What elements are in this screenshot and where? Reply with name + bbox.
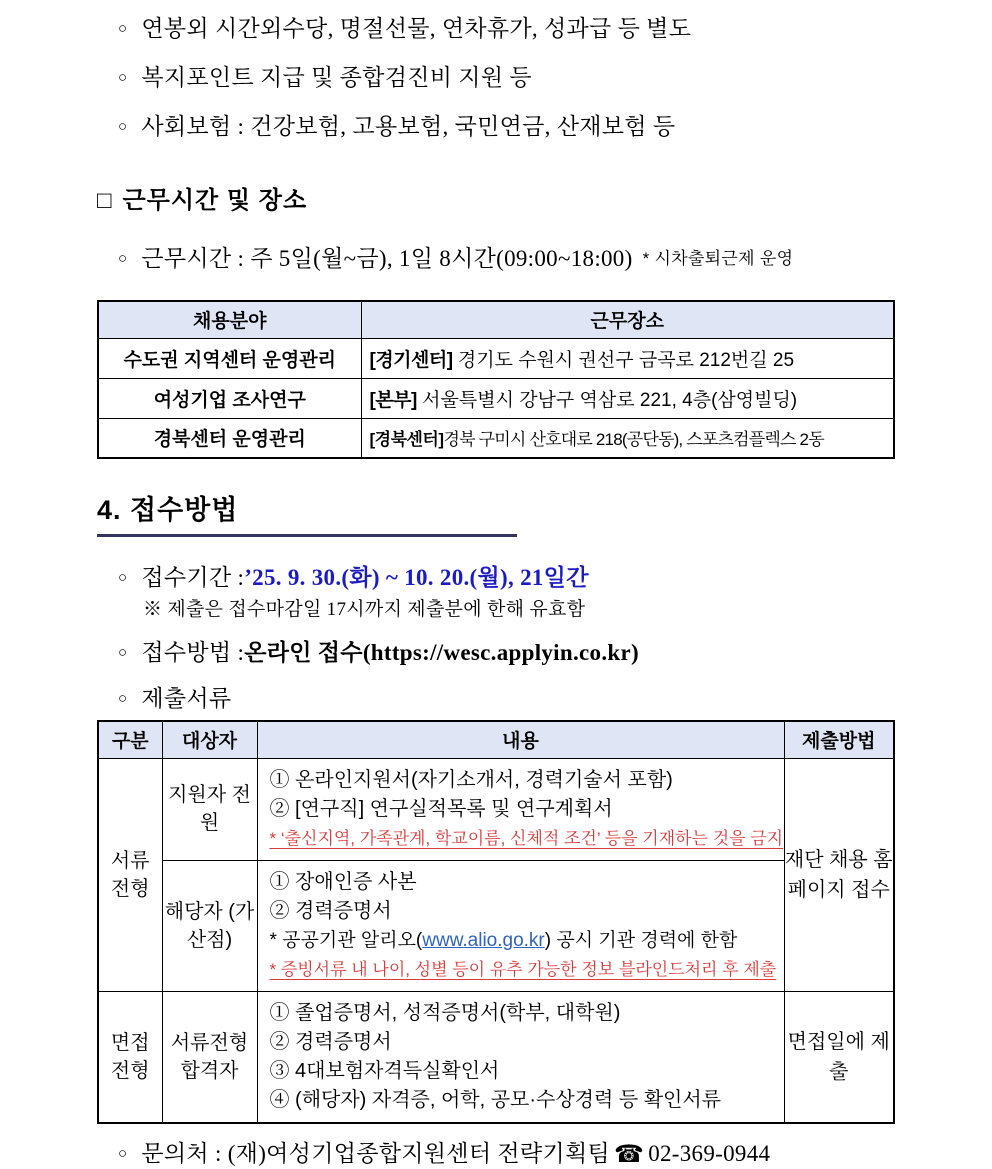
recruit-field-cell: 경북센터 운영관리 — [98, 418, 361, 458]
doc-item: ③ 4대보험자격득실확인서 — [269, 1059, 500, 1082]
table-row — [98, 991, 894, 1123]
target-cell: 서류전형 합격자 — [162, 991, 257, 1123]
workplace-cell — [361, 418, 894, 458]
doc-item: ② 경력증명서 — [269, 899, 392, 922]
phone-icon: ☎ — [613, 1139, 645, 1168]
workplace-cell — [361, 338, 894, 378]
benefit-bullet — [97, 14, 893, 44]
table-row — [98, 378, 894, 418]
apply-period-label: 접수기간 : — [141, 565, 245, 590]
bullet-icon: ○ — [118, 251, 128, 267]
work-section-heading — [97, 186, 893, 216]
table-row — [98, 338, 894, 378]
contact-label: 문의처 : (재)여성기업종합지원센터 전략기획팀 — [141, 1140, 610, 1166]
flex-time-note: * 시차출퇴근제 운영 — [642, 249, 794, 268]
table-row — [98, 860, 894, 991]
alio-note-post: ) 공시 기관 경력에 한함 — [544, 929, 738, 951]
bullet-icon: ○ — [118, 119, 128, 135]
contact-line — [97, 1139, 893, 1169]
alio-note-pre: * 공공기관 알리오( — [269, 929, 423, 951]
doc-item: ① 졸업증명서, 성적증명서(학부, 대학원) — [269, 1001, 621, 1024]
phone-number: 02-369-0944 — [648, 1140, 771, 1166]
work-hours-line — [97, 244, 893, 274]
submit-method-cell: 면접일에 제출 — [784, 991, 894, 1123]
period-reference-note: ※ 제출은 접수마감일 17시까지 제출분에 한해 유효함 — [143, 599, 586, 620]
center-tag: [본부] — [369, 389, 417, 411]
docs-table — [97, 720, 895, 1124]
benefit-bullet — [97, 63, 893, 93]
target-cell: 해당자 (가산점) — [162, 860, 257, 991]
submit-docs-line — [97, 684, 893, 714]
location-table — [97, 300, 895, 459]
docs-header-category: 구분 — [98, 721, 162, 758]
apply-method-value: 온라인 접수(https://wesc.applyin.co.kr) — [244, 640, 639, 665]
address-text: 서울특별시 강남구 역삼로 221, 4층(삼영빌딩) — [416, 389, 798, 411]
work-hours-text: 근무시간 : 주 5일(월~금), 1일 8시간(09:00~18:00) — [141, 246, 633, 271]
bullet-icon: ○ — [118, 21, 128, 37]
docs-header-content: 내용 — [257, 721, 784, 758]
doc-item: ② [연구직] 연구실적목록 및 연구계획서 — [269, 797, 613, 820]
bullet-icon: ○ — [118, 1145, 128, 1162]
doc-item: ④ (해당자) 자격증, 어학, 공모·수상경력 등 확인서류 — [269, 1088, 722, 1111]
hollow-square-icon: □ — [97, 187, 113, 214]
apply-period-line — [97, 563, 893, 593]
table-row — [98, 418, 894, 458]
section4-heading — [97, 495, 517, 537]
category-cell: 면접 전형 — [98, 991, 162, 1123]
bullet-icon: ○ — [118, 645, 128, 661]
center-tag: [경기센터] — [369, 349, 453, 371]
apply-method-line — [97, 638, 893, 668]
address-text: 경북 구미시 산호대로 218(공단동), 스포츠컴플렉스 2동 — [443, 430, 824, 450]
work-section-title: 근무시간 및 장소 — [122, 187, 308, 214]
benefit-text: 연봉외 시간외수당, 명절선물, 연차휴가, 성과급 등 별도 — [141, 16, 692, 41]
recruit-field-cell: 여성기업 조사연구 — [98, 378, 361, 418]
docs-header-method: 제출방법 — [784, 721, 894, 758]
benefit-bullet — [97, 112, 893, 142]
location-header-field: 채용분야 — [98, 301, 361, 338]
content-cell — [257, 991, 784, 1123]
apply-period-value: ’25. 9. 30.(화) ~ 10. 20.(월), 21일간 — [244, 565, 589, 590]
apply-method-label: 접수방법 : — [141, 640, 245, 665]
docs-table-header-row — [98, 721, 894, 758]
content-cell — [257, 758, 784, 860]
table-row — [98, 758, 894, 860]
alio-link[interactable]: www.alio.go.kr — [422, 929, 545, 951]
blind-note: * 증빙서류 내 나이, 성별 등이 유추 가능한 정보 블라인드처리 후 제출 — [269, 959, 777, 979]
target-cell: 지원자 전원 — [162, 758, 257, 860]
workplace-cell — [361, 378, 894, 418]
submit-method-cell: 재단 채용 홈페이지 접수 — [784, 758, 894, 991]
content-cell — [257, 860, 784, 991]
location-table-header-row — [98, 301, 894, 338]
bullet-icon: ○ — [118, 570, 128, 586]
address-text: 경기도 수원시 권선구 금곡로 212번길 25 — [452, 349, 795, 371]
doc-item: ① 장애인증 사본 — [269, 870, 417, 893]
doc-item: ① 온라인지원서(자기소개서, 경력기술서 포함) — [269, 768, 673, 791]
submit-docs-label: 제출서류 — [141, 686, 232, 711]
category-cell: 서류 전형 — [98, 758, 162, 991]
alio-note — [270, 926, 780, 955]
section4-title: 4. 접수방법 — [97, 495, 239, 525]
doc-item: ② 경력증명서 — [269, 1030, 392, 1053]
location-header-place: 근무장소 — [361, 301, 894, 338]
bullet-icon: ○ — [118, 70, 128, 86]
restriction-note: * ‘출신지역, 가족관계, 학교이름, 신체적 조건’ 등을 기재하는 것을 금지 — [269, 828, 784, 848]
recruit-field-cell: 수도권 지역센터 운영관리 — [98, 338, 361, 378]
docs-header-target: 대상자 — [162, 721, 257, 758]
benefit-text: 복지포인트 지급 및 종합검진비 지원 등 — [141, 65, 532, 90]
center-tag: [경북센터] — [369, 430, 444, 450]
bullet-icon: ○ — [118, 691, 128, 707]
benefit-text: 사회보험 : 건강보험, 고용보험, 국민연금, 산재보험 등 — [141, 114, 676, 139]
